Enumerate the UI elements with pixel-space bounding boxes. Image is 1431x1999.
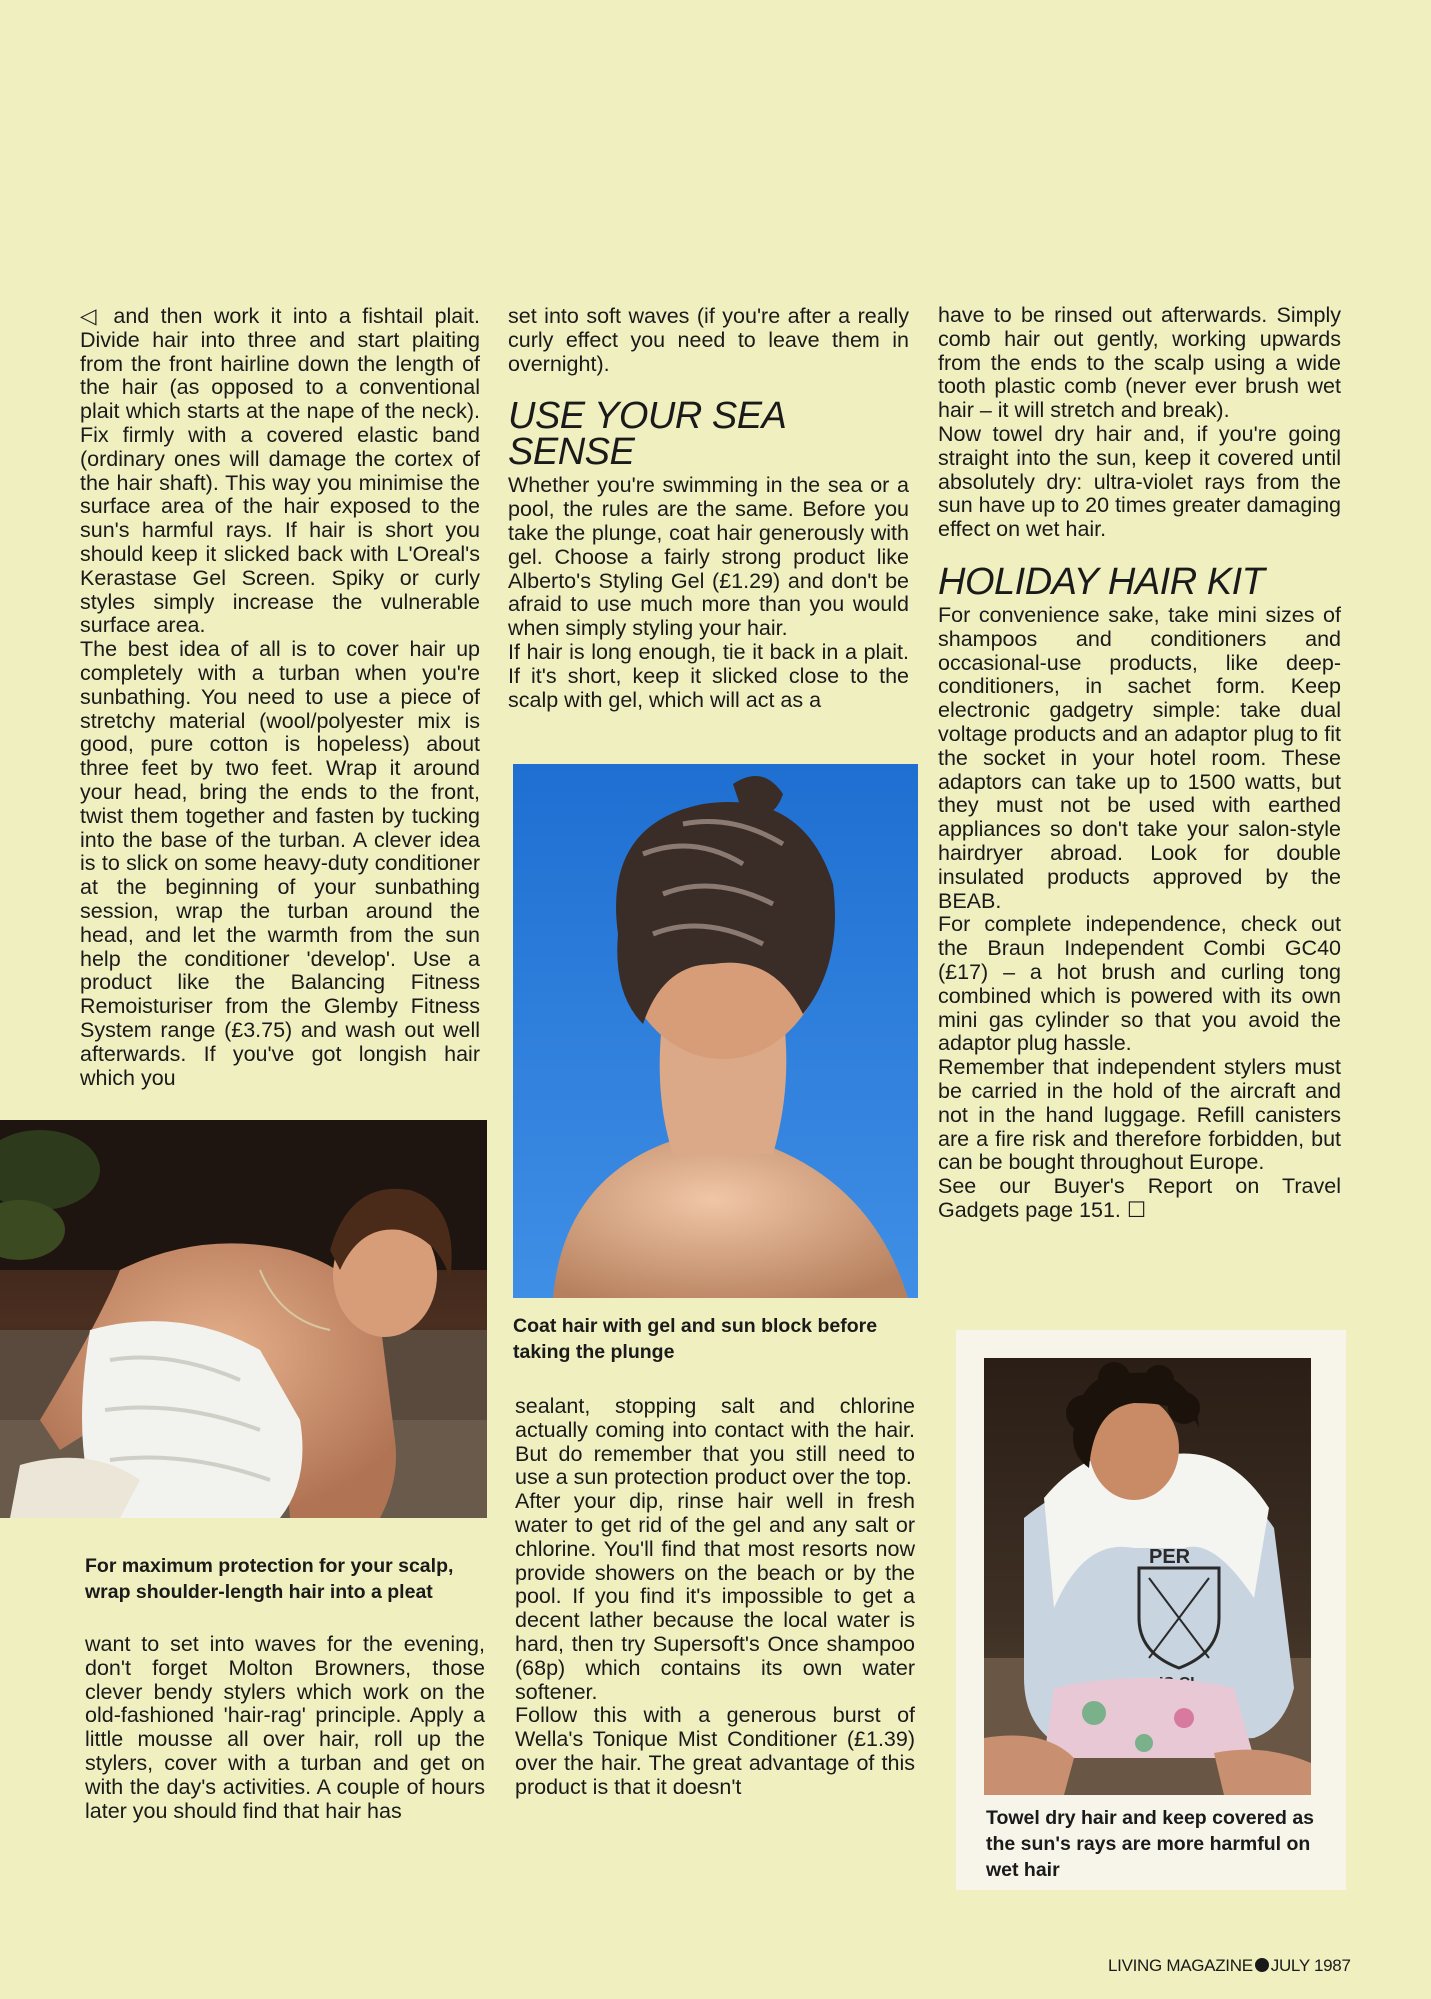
caption-gel: Coat hair with gel and sun block before taking the plunge [513,1315,878,1363]
column-2-continuation-3: Follow this with a generous burst of Wella's Tonique Mist Conditioner (£1.39) over the hair. The great advantage of this product is that it doesn't [515,1703,915,1799]
column-2-paragraph-2: If hair is long enough, tie it back in a plait. If it's short, keep it slicked close to the scalp with gel, which will act as a [508,639,909,712]
column-3-paragraph-3: For convenience sake, take mini sizes of shampoos and conditioners and occasional-use products, like deep-conditioners, in sachet form. Keep electronic gadgetry simple: take dual voltage products and an adaptor plug to fit the socket in your hotel room. These adaptors can take up to 1500 watts, but they must not be used with earthed appliances so don't take your salon-style hairdryer abroad. Look for double insulated products approved by the BEAB. [938,602,1341,913]
heading-use-your-sea-sense: USE YOUR SEA SENSE [508,395,785,474]
column-3-paragraph-5: Remember that independent stylers must be carried in the hold of the aircraft and not in the hand luggage. Refill canisters are a fire risk and therefore forbidden, but can be bought throughout Europe. [938,1055,1341,1175]
caption-towel-dry: Towel dry hair and keep covered as the sun's rays are more harmful on wet hair [986,1807,1315,1881]
gel-hair-illustration [513,764,918,1298]
column-1-paragraph-1: ◁ and then work it into a fishtail plait. Divide hair into three and start plaiting from the front hairline down the length of the hair (as opposed to a conventional plait which starts at the nape of the neck). Fix firmly with a covered elastic band (ordinary ones will damage the cortex of the hair shaft). This way you minimise the surface area of the hair exposed to the sun's harmful rays. If hair is short you should keep it slicked back with L'Oreal's Kerastase Gel Screen. Spiky or curly styles simply increase the vulnerable surface area. [80,304,480,638]
heading-holiday-hair-kit: HOLIDAY HAIR KIT [938,560,1265,603]
column-2-continuation-1: sealant, stopping salt and chlorine actually coming into contact with the hair. But do remember that you still need to use a sun protection product over the top. [515,1394,915,1490]
column-3-paragraph-6: See our Buyer's Report on Travel Gadgets page 151. ☐ [938,1174,1341,1222]
column-3-paragraph-2: Now towel dry hair and, if you're going straight into the sun, keep it covered until absolutely dry: ultra-violet rays from the sun have up to 20 times greater damaging effect on wet hair. [938,421,1341,542]
column-2-continued [515,1395,915,1800]
column-1-paragraph-2: The best idea of all is to cover hair up completely with a turban when you're sunbathing. You need to use a piece of stretchy material (wool/polyester mix is good, pure cotton is hopeless) about three feet by two feet. Wrap it around your head, bring the ends to the front, twist them together and fasten by tucking into the base of the turban. A clever idea is to slick on some heavy-duty conditioner at the beginning of your sunbathing session, wrap the turban around the head, and let the warmth from the sun help the conditioner 'develop'. Use a product like the Balancing Fitness Remoisturiser from the Glemby Fitness System range (£3.75) and wash out well afterwards. If you've got longish hair which you [80,637,480,1090]
column-2-paragraph-1: Whether you're swimming in the sea or a pool, the rules are the same. Before you take the plunge, coat hair generously with gel. Choose a fairly strong product like Alberto's Styling Gel (£1.29) and don't be afraid to use much more than you would when simply styling your hair. [508,473,909,641]
footer-bullet-icon [1255,1958,1269,1972]
footer-magazine: LIVING MAGAZINE [1108,1956,1253,1975]
column-3-paragraph-4: For complete independence, check out the Braun Independent Combi GC40 (£17) – a hot brush and curling tong combined which is powered with its own mini gas cylinder so that you avoid the adaptor plug hassle. [938,912,1341,1056]
towel-wrap-illustration [0,1120,487,1518]
towel-dry-illustration [984,1358,1311,1795]
photo-gel-hair [513,764,918,1298]
column-1 [80,305,480,1090]
column-1-continued [85,1633,485,1823]
shirt-print-1: PER [1149,1546,1191,1568]
column-2-intro: set into soft waves (if you're after a really curly effect you need to leave them in overnight). [508,304,909,376]
photo-towel-wrap [0,1120,487,1518]
column-1-continuation: want to set into waves for the evening, don't forget Molton Browners, those clever bendy stylers which work on the old-fashioned 'hair-rag' principle. Apply a little mousse all over hair, roll up the stylers, cover with a turban and get on with the day's activities. A couple of hours later you should find that hair has [85,1632,485,1823]
footer-issue: JULY 1987 [1270,1956,1351,1975]
photo-towel-dry [984,1358,1311,1795]
column-2-continuation-2: After your dip, rinse hair well in fresh water to get rid of the gel and any salt or chlorine. You'll find that most resorts now provide showers on the beach or by the pool. If you find it's impossible to get a decent lather because the local water is hard, then try Supersoft's Once shampoo (68p) which contains its own water softener. [515,1489,915,1704]
column-3 [938,304,1341,1223]
caption-towel-wrap: For maximum protection for your scalp, wrap shoulder-length hair into a pleat [85,1555,454,1603]
column-3-paragraph-1: have to be rinsed out afterwards. Simply comb hair out gently, working upwards from the ends to the scalp using a wide tooth plastic comb (never ever brush wet hair – it will stretch and break). [938,303,1341,423]
page-footer [1108,1956,1351,1976]
column-2 [508,305,909,712]
